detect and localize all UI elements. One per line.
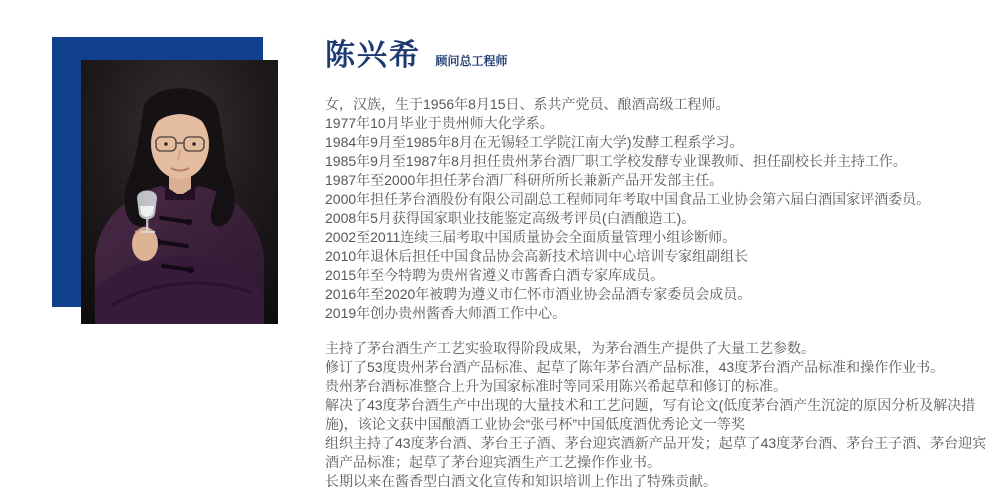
profile-content: [325, 30, 993, 491]
bio-line: 2000年担任茅台酒股份有限公司副总工程师同年考取中国食品工业协会第六届白酒国家评酒委员。: [325, 191, 931, 207]
bio-line: 1985年9月至1987年8月担任贵州茅台酒厂职工学校发酵专业课教师、担任副校长并主持工作。: [325, 153, 907, 169]
portrait-illustration: [81, 60, 278, 324]
achievement-line: 长期以来在酱香型白酒文化宣传和知识培训上作出了特殊贡献。: [325, 473, 717, 489]
achievement-line: 贵州茅台酒标准整合上升为国家标准时等同采用陈兴希起草和修订的标准。: [325, 378, 787, 394]
bio-line: 2010年退休后担任中国食品协会高新技术培训中心培训专家组副组长: [325, 248, 749, 264]
profile-job-title: 顾问总工程师: [435, 54, 508, 68]
achievement-line: 解决了43度茅台酒生产中出现的大量技术和工艺问题，写有论文(低度茅台酒产生沉淀的原因分析及解决措施)，该论文获中国酿酒工业协会“张弓杯”中国低度酒优秀论文一等奖: [325, 397, 976, 432]
right-eye: [192, 142, 196, 146]
bio-line: 2019年创办贵州酱香大师酒工作中心。: [325, 305, 567, 321]
bio-line: 2008年5月获得国家职业技能鉴定高级考评员(白酒酿造工)。: [325, 210, 696, 226]
bio-line: 1987年至2000年担任茅台酒厂科研所所长兼新产品开发部主任。: [325, 172, 724, 188]
left-eye: [164, 142, 168, 146]
achievements-section: [325, 339, 993, 491]
bio-line: 2002至2011连续三届考取中国质量协会全面质量管理小组诊断师。: [325, 229, 737, 245]
achievement-line: 组织主持了43度茅台酒、茅台王子酒、茅台迎宾酒新产品开发；起草了43度茅台酒、茅台王子酒、茅台迎宾酒产品标准；起草了茅台迎宾酒生产工艺操作作业书。: [325, 435, 987, 470]
achievement-line: 主持了茅台酒生产工艺实验取得阶段成果，为茅台酒生产提供了大量工艺参数。: [325, 340, 815, 356]
bio-line: 1984年9月至1985年8月在无锡轻工学院江南大学)发酵工程系学习。: [325, 134, 744, 150]
bio-line: 2015年至今特聘为贵州省遵义市酱香白酒专家库成员。: [325, 267, 665, 283]
profile-name: 陈兴希: [325, 39, 421, 72]
achievement-line: 修订了53度贵州茅台酒产品标准、起草了陈年茅台酒产品标准，43度茅台酒产品标准和操作作业书。: [325, 359, 945, 375]
profile-header: [325, 30, 993, 74]
portrait-photo: [81, 60, 278, 324]
bio-section: [325, 95, 993, 323]
bio-line: 1977年10月毕业于贵州师大化学系。: [325, 115, 554, 131]
bio-line: 2016年至2020年被聘为遵义市仁怀市酒业协会品酒专家委员会成员。: [325, 286, 752, 302]
bio-line: 女，汉族，生于1956年8月15日、系共产党员、酿酒高级工程师。: [325, 96, 730, 112]
